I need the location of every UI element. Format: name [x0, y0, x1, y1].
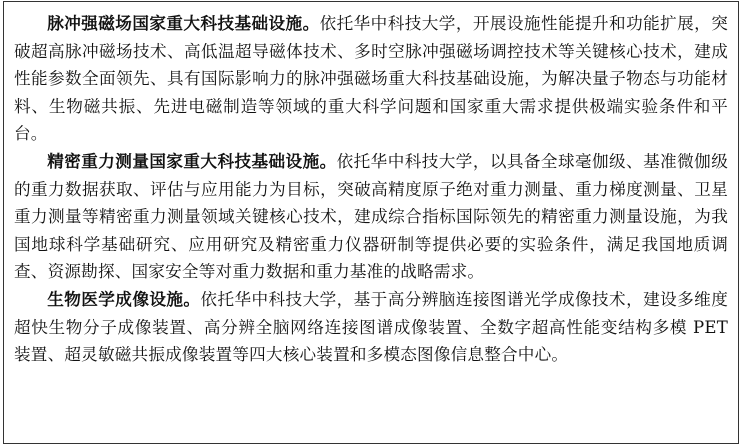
- paragraph-heading: 生物医学成像设施。: [47, 288, 201, 309]
- text-box-frame: [3, 1, 739, 444]
- paragraph-body: 依托华中科技大学，开展设施性能提升和功能扩展，突破超高脉冲磁场技术、高低温超导磁体技术、多时空脉冲强磁场调控技术等关键核心技术，建成性能参数全面领先、具有国际影响力的脉冲强磁场重大科技基础设施，为解决量子物态与功能材料、生物磁共振、先进电磁制造等领域的重大科学问题和国家重大需求提供极端实验条件和平台。: [14, 14, 728, 144]
- paragraph-body: 依托华中科技大学，基于高分辨脑连接图谱光学成像技术，建设多维度超快生物分子成像装置、高分辨全脑网络连接图谱成像装置、全数字超高性能变结构多模 PET 装置、超灵敏磁共振成像装置等四大核心装置和多模态图像信息整合中心。: [14, 289, 728, 365]
- paragraph-biomedical-imaging: [14, 286, 728, 369]
- paragraph-precision-gravity: [14, 148, 728, 286]
- paragraph-body: 依托华中科技大学，以具备全球毫伽级、基准微伽级的重力数据获取、评估与应用能力为目标，突破高精度原子绝对重力测量、重力梯度测量、卫星重力测量等精密重力测量领域关键核心技术，建成综合指标国际领先的精密重力测量设施，为我国地球科学基础研究、应用研究及精密重力仪器研制等提供必要的实验条件，满足我国地质调查、资源勘探、国家安全等对重力数据和重力基准的战略需求。: [14, 151, 728, 282]
- paragraph-heading: 脉冲强磁场国家重大科技基础设施。: [47, 13, 320, 33]
- paragraph-heading: 精密重力测量国家重大科技基础设施。: [47, 150, 337, 171]
- paragraph-pulsed-magnetic-field: [14, 10, 728, 148]
